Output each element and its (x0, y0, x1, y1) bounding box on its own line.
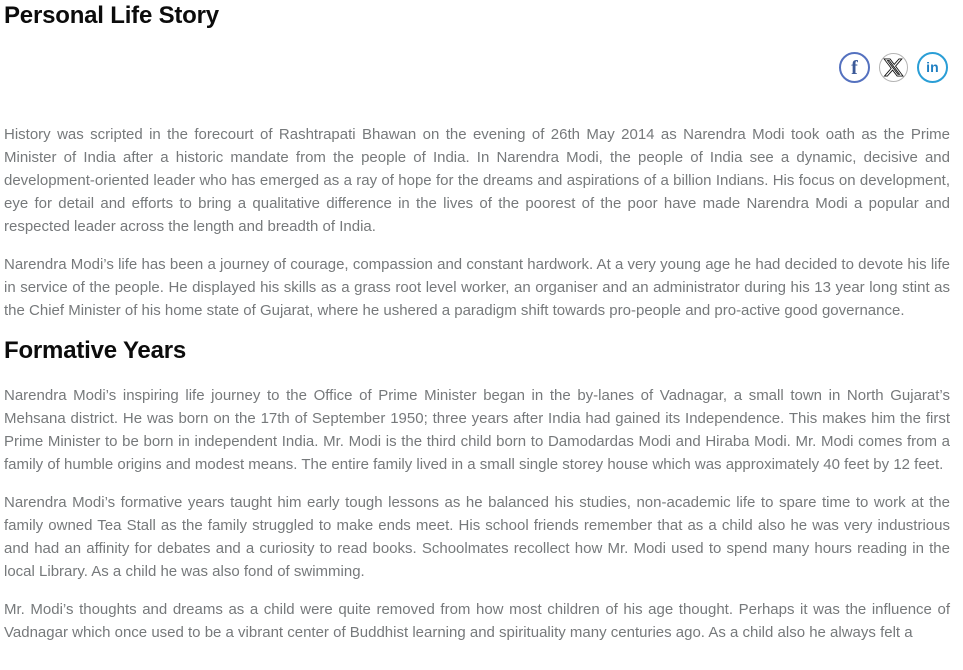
x-twitter-share-button[interactable] (879, 53, 908, 82)
paragraph-vadnagar-birth: Narendra Modi’s inspiring life journey to the Office of Prime Minister began in the by-lanes of Vadnagar, a small town in North Gujarat’s Mehsana district. He was born on the 17th of September 1950; three years after India had gained its Independence. This makes him the first Prime Minister to be born in independent India. Mr. Modi is the third child born to Damodardas Modi and Hiraba Modi. Mr. Modi comes from a family of humble origins and modest means. The entire family lived in a small single storey house which was approximately 40 feet by 12 feet. (4, 387, 950, 473)
paragraph-tea-stall: Narendra Modi’s formative years taught him early tough lessons as he balanced his studies, non-academic life to spare time to work at the family owned Tea Stall as the family struggled to make ends meet. His school friends remember that as a child also he was very industrious and had an affinity for debates and a curiosity to read books. Schoolmates recollect how Mr. Modi used to spend many hours reading in the local Library. As a child he was also fond of swimming. (4, 494, 950, 580)
page-title: Personal Life Story (4, 2, 219, 29)
section-heading-formative-years: Formative Years (4, 337, 187, 364)
x-twitter-icon (883, 57, 904, 78)
linkedin-icon: in (926, 59, 939, 75)
share-bar (4, 51, 948, 83)
paragraph-history-oath: History was scripted in the forecourt of Rashtrapati Bhawan on the evening of 26th May 2014 as Narendra Modi took oath as the Prime Minister of India after a historic mandate from the people of India. In Narendra Modi, the people of India see a dynamic, decisive and development-oriented leader who has emerged as a ray of hope for the dreams and aspirations of a billion Indians. His focus on development, eye for detail and efforts to bring a qualitative difference in the lives of the poorest of the poor have made Narendra Modi a popular and respected leader across the length and breadth of India. (4, 126, 950, 235)
facebook-icon: f (851, 57, 858, 79)
article-body (4, 123, 950, 644)
paragraph-journey-courage: Narendra Modi’s life has been a journey of courage, compassion and constant hardwork. At a very young age he had decided to devote his life in service of the people. He displayed his skills as a grass root level worker, an organiser and an administrator during his 13 year long stint as the Chief Minister of his home state of Gujarat, where he ushered a paradigm shift towards pro-people and pro-active good governance. (4, 256, 950, 319)
linkedin-share-button[interactable] (917, 52, 948, 83)
paragraph-childhood-dreams: Mr. Modi’s thoughts and dreams as a child were quite removed from how most children of his age thought. Perhaps it was the influence of Vadnagar which once used to be a vibrant center of Buddhist learning and spirituality many centuries ago. As a child also he always felt a (4, 601, 950, 641)
facebook-share-button[interactable] (839, 52, 870, 83)
